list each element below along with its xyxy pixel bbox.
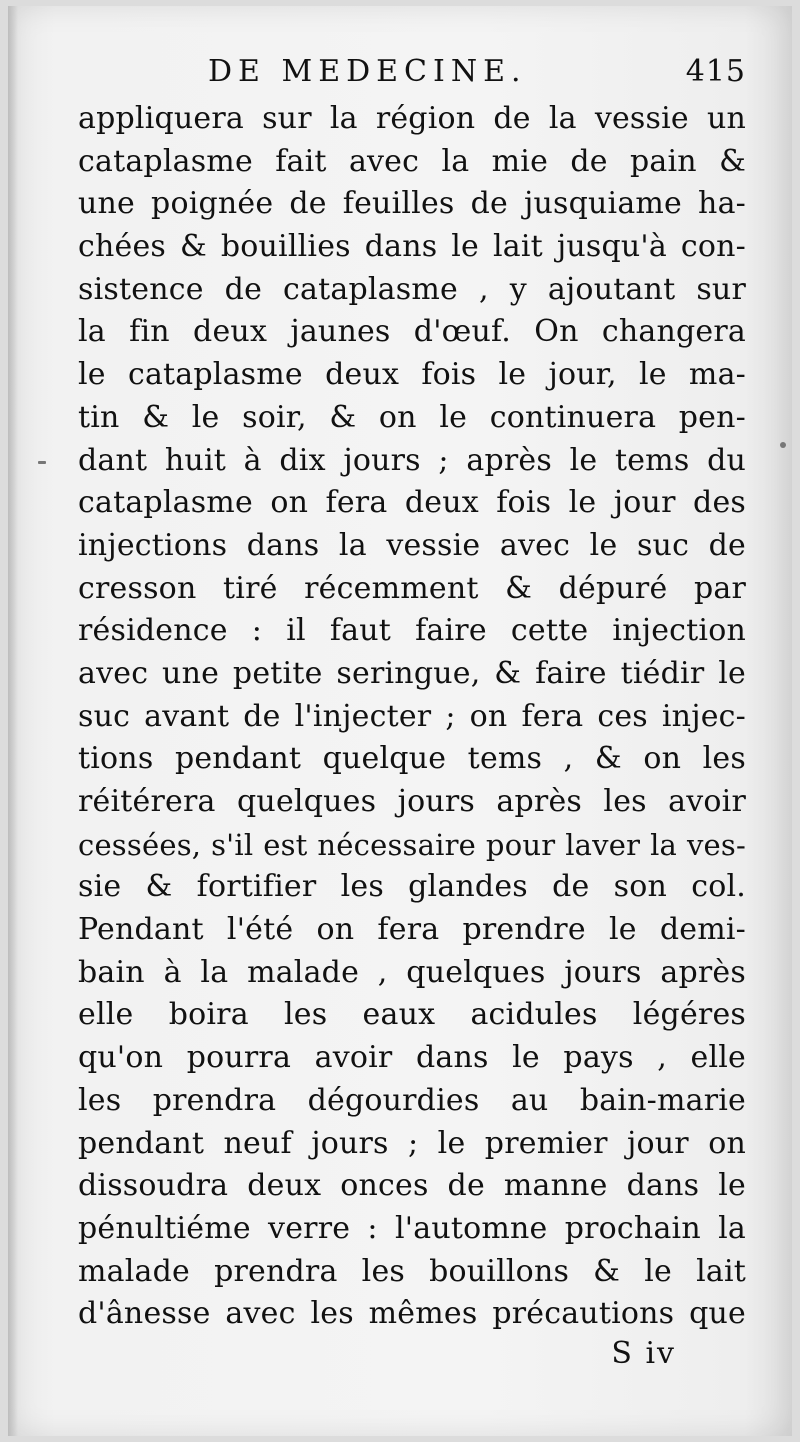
- paper-speck: [38, 461, 46, 464]
- text-line: cataplasme fait avec la mie de pain &: [78, 143, 746, 179]
- running-title: DE MEDECINE.: [208, 54, 527, 89]
- page-gutter-shadow: [8, 6, 18, 1436]
- page-number: 415: [685, 54, 746, 89]
- text-line: la fin deux jaunes d'œuf. On changera: [78, 314, 746, 350]
- text-line: sistence de cataplasme , y ajoutant sur: [78, 271, 746, 307]
- paper-speck: [780, 442, 786, 448]
- text-line: tin & le soir, & on le continuera pen-: [78, 399, 746, 435]
- text-line: malade prendra les bouillons & le lait: [78, 1253, 746, 1289]
- text-line: le cataplasme deux fois le jour, le ma-: [78, 357, 746, 393]
- text-line: dant huit à dix jours ; après le tems du: [78, 442, 746, 478]
- text-line: pénultiéme verre : l'automne prochain la: [78, 1210, 746, 1246]
- text-line: les prendra dégourdies au bain-marie: [78, 1082, 746, 1118]
- text-line: chées & bouillies dans le lait jusqu'à con-: [78, 229, 746, 265]
- text-line: une poignée de feuilles de jusquiame ha-: [78, 186, 746, 222]
- page-footer: [78, 1336, 746, 1380]
- book-page: [8, 6, 792, 1436]
- page-header: [78, 54, 746, 98]
- text-line: cresson tiré récemment & dépuré par: [78, 570, 746, 606]
- text-line: elle boira les eaux acidules légéres: [78, 997, 746, 1033]
- body-text: [78, 98, 746, 1336]
- text-line: d'ânesse avec les mêmes précautions que: [78, 1296, 746, 1332]
- text-line: tions pendant quelque tems , & on les: [78, 741, 746, 777]
- text-line: avec une petite seringue, & faire tiédir le: [78, 655, 746, 691]
- text-line: Pendant l'été on fera prendre le demi-: [78, 912, 746, 948]
- text-line: pendant neuf jours ; le premier jour on: [78, 1125, 746, 1161]
- text-line: qu'on pourra avoir dans le pays , elle: [78, 1040, 746, 1076]
- text-line: appliquera sur la région de la vessie un: [78, 101, 746, 136]
- text-line: réitérera quelques jours après les avoir: [78, 784, 746, 819]
- text-line: résidence : il faut faire cette injection: [78, 613, 746, 649]
- text-line: suc avant de l'injecter ; on fera ces injec-: [78, 698, 746, 734]
- text-line: cessées, s'il est nécessaire pour laver la ves-: [78, 827, 746, 862]
- signature-mark: S iv: [611, 1336, 676, 1371]
- text-line: injections dans la vessie avec le suc de: [78, 527, 746, 563]
- text-line: bain à la malade , quelques jours après: [78, 954, 746, 990]
- text-line: cataplasme on fera deux fois le jour des: [78, 485, 746, 521]
- text-line: dissoudra deux onces de manne dans le: [78, 1168, 746, 1204]
- text-line: sie & fortifier les glandes de son col.: [78, 869, 746, 905]
